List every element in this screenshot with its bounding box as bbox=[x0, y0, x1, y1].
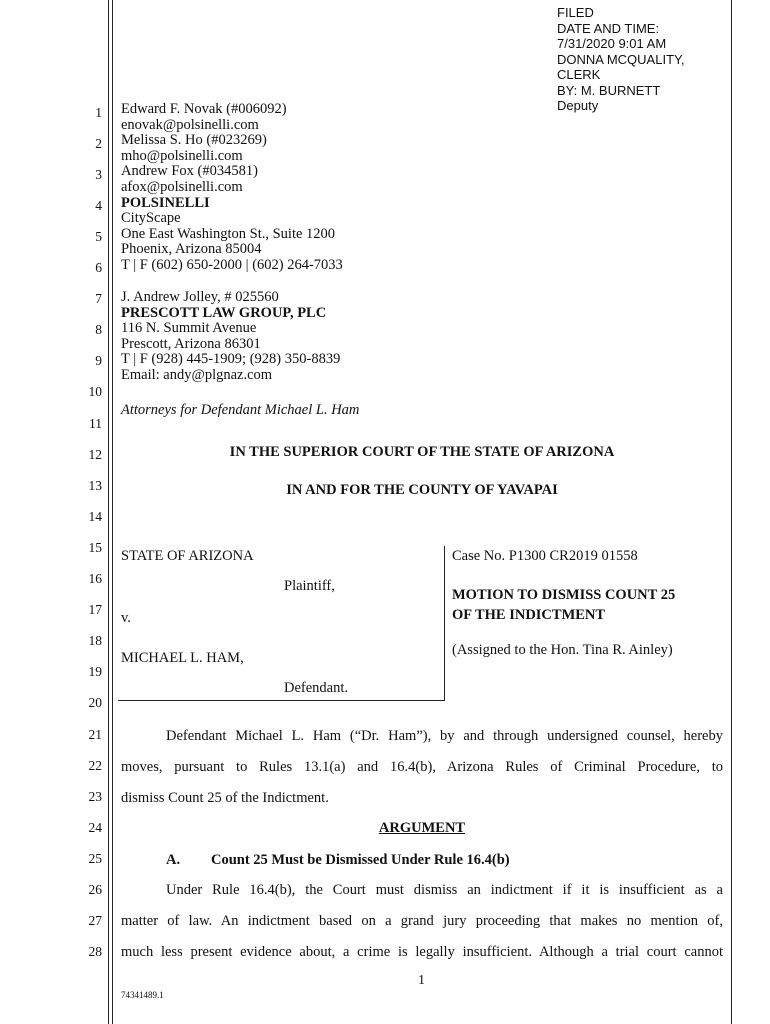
line-number: 6 bbox=[95, 260, 102, 275]
defendant-role: Defendant. bbox=[284, 680, 349, 696]
filed-stamp-line: DONNA MCQUALITY, bbox=[557, 51, 685, 67]
firm-phone: T | F (602) 650-2000 | (602) 264-7033 bbox=[121, 256, 343, 273]
attorney-email: afox@polsinelli.com bbox=[121, 178, 243, 195]
versus: v. bbox=[121, 610, 131, 626]
filed-stamp-line: Deputy bbox=[557, 98, 599, 113]
line-number: 10 bbox=[88, 384, 102, 399]
line-number: 1 bbox=[95, 105, 102, 120]
line-number: 13 bbox=[88, 478, 102, 493]
firm-address-line: Prescott, Arizona 86301 bbox=[121, 335, 261, 352]
filed-stamp-line: BY: M. BURNETT bbox=[557, 82, 661, 98]
firm-email: Email: andy@plgnaz.com bbox=[121, 366, 273, 383]
line-number: 20 bbox=[88, 695, 102, 710]
body-text-line: Defendant Michael L. Ham (“Dr. Ham”), by and through undersigned counsel, hereby bbox=[166, 728, 723, 744]
plaintiff-name: STATE OF ARIZONA bbox=[121, 548, 254, 564]
firm-address-line: Phoenix, Arizona 85004 bbox=[121, 241, 262, 258]
filed-stamp-line: CLERK bbox=[557, 67, 601, 82]
line-number: 24 bbox=[88, 820, 102, 835]
body-text-line: matter of law. An indictment based on a grand jury proceeding that makes no mention of, bbox=[121, 913, 723, 929]
line-number: 19 bbox=[88, 664, 102, 679]
section-a-title: Count 25 Must be Dismissed Under Rule 16.4(b) bbox=[211, 852, 510, 868]
attorney-line: Andrew Fox (#034581) bbox=[121, 163, 258, 180]
attorney-block-prescott bbox=[121, 290, 340, 384]
line-number: 16 bbox=[88, 571, 102, 586]
page-number: 1 bbox=[418, 973, 425, 988]
body-text-line: Under Rule 16.4(b), the Court must dismiss an indictment if it is insufficient as a bbox=[166, 882, 723, 898]
line-number: 28 bbox=[88, 944, 102, 959]
line-number: 3 bbox=[95, 167, 102, 182]
filed-stamp bbox=[557, 5, 685, 114]
filed-stamp-line: DATE AND TIME: bbox=[557, 20, 660, 36]
line-number: 22 bbox=[88, 758, 102, 773]
attorneys-role: Attorneys for Defendant Michael L. Ham bbox=[121, 402, 360, 418]
firm-phone: T | F (928) 445-1909; (928) 350-8839 bbox=[121, 351, 341, 368]
line-number: 26 bbox=[88, 882, 102, 897]
right-margin-rule bbox=[731, 0, 732, 1024]
left-margin-rule-outer bbox=[108, 0, 109, 1024]
line-number: 12 bbox=[88, 447, 102, 462]
caption-bottom-rule bbox=[118, 700, 445, 701]
filed-stamp-line: 7/31/2020 9:01 AM bbox=[557, 36, 667, 51]
line-number: 25 bbox=[88, 851, 102, 866]
firm-address-line: 116 N. Summit Avenue bbox=[121, 320, 257, 337]
document-id: 74341489.1 bbox=[121, 990, 164, 1000]
line-number: 15 bbox=[88, 540, 102, 555]
firm-name: POLSINELLI bbox=[121, 194, 210, 211]
line-number: 4 bbox=[95, 198, 102, 213]
caption-vertical-rule bbox=[444, 546, 445, 700]
line-number: 5 bbox=[95, 229, 102, 244]
section-a-letter: A. bbox=[166, 852, 181, 868]
attorney-email: enovak@polsinelli.com bbox=[121, 116, 259, 133]
body-text-line: moves, pursuant to Rules 13.1(a) and 16.4(b), Arizona Rules of Criminal Procedure, to bbox=[121, 759, 723, 775]
attorney-email: mho@polsinelli.com bbox=[121, 147, 243, 164]
line-number: 17 bbox=[88, 602, 102, 617]
line-number: 14 bbox=[88, 509, 102, 524]
left-margin-rule-inner bbox=[112, 0, 113, 1024]
attorney-block-polsinelli bbox=[121, 102, 343, 274]
court-heading-line-1: IN THE SUPERIOR COURT OF THE STATE OF ARIZONA bbox=[229, 444, 615, 460]
assigned-judge: (Assigned to the Hon. Tina R. Ainley) bbox=[452, 642, 673, 658]
attorney-line: Edward F. Novak (#006092) bbox=[121, 101, 287, 117]
line-number: 18 bbox=[88, 633, 102, 648]
line-number: 2 bbox=[95, 136, 102, 151]
defendant-name: MICHAEL L. HAM, bbox=[121, 650, 244, 666]
motion-title-line-2: OF THE INDICTMENT bbox=[452, 607, 606, 623]
motion-title-line-1: MOTION TO DISMISS COUNT 25 bbox=[452, 587, 676, 603]
line-number: 7 bbox=[95, 291, 102, 306]
firm-address-line: CityScape bbox=[121, 210, 181, 227]
plaintiff-role: Plaintiff, bbox=[284, 578, 335, 594]
case-number: Case No. P1300 CR2019 01558 bbox=[452, 548, 638, 564]
filed-stamp-line: FILED bbox=[557, 5, 594, 20]
line-number: 8 bbox=[95, 322, 102, 337]
body-text-line: much less present evidence about, a crime is legally insufficient. Although a trial court cannot bbox=[121, 944, 723, 960]
attorney-line: Melissa S. Ho (#023269) bbox=[121, 132, 267, 149]
firm-name: PRESCOTT LAW GROUP, PLC bbox=[121, 304, 327, 321]
line-number: 27 bbox=[88, 913, 102, 928]
line-number: 11 bbox=[89, 416, 102, 431]
firm-address-line: One East Washington St., Suite 1200 bbox=[121, 225, 336, 242]
court-heading-line-2: IN AND FOR THE COUNTY OF YAVAPAI bbox=[286, 482, 558, 498]
argument-heading: ARGUMENT bbox=[378, 820, 466, 836]
line-number: 9 bbox=[95, 353, 102, 368]
body-text-line: dismiss Count 25 of the Indictment. bbox=[121, 790, 329, 806]
attorney-line: J. Andrew Jolley, # 025560 bbox=[121, 289, 279, 305]
line-number: 23 bbox=[88, 789, 102, 804]
line-number: 21 bbox=[88, 727, 102, 742]
